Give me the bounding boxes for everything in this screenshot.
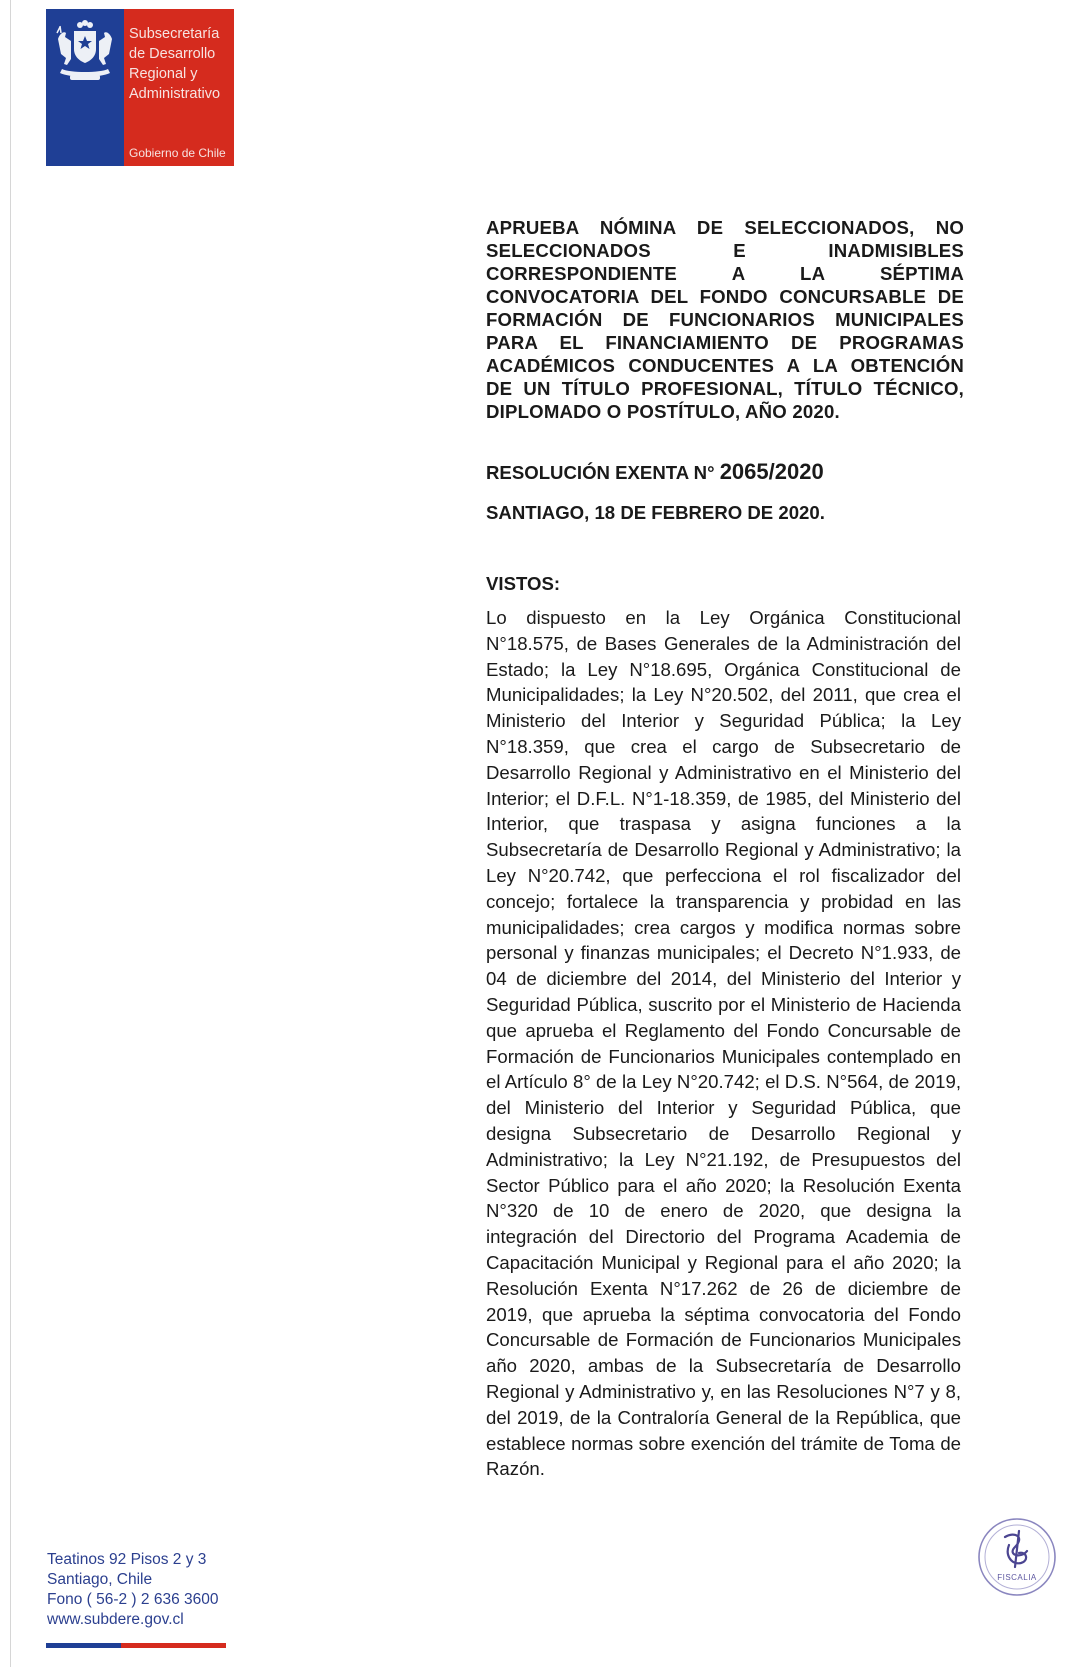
document-title: APRUEBA NÓMINA DE SELECCIONADOS, NO SELECCIONADOS E INADMISIBLES CORRESPONDIENTE A LA SÉPTIMA CONVOCATORIA DEL FONDO CONCURSABLE DE FORMACIÓN DE FUNCIONARIOS MUNICIPALES PARA EL FINANCIAMIENTO DE PROGRAMAS ACADÉMICOS CONDUCENTES A LA OBTENCIÓN DE UN TÍTULO PROFESIONAL, TÍTULO TÉCNICO, DIPLOMADO O POSTÍTULO, AÑO 2020. <box>486 217 964 422</box>
footer-address <box>47 1550 218 1630</box>
government-label: Gobierno de Chile <box>129 146 226 160</box>
vistos-heading: VISTOS: <box>486 573 561 594</box>
resolution-label: RESOLUCIÓN EXENTA N° <box>486 462 715 483</box>
seal-label: FISCALIA <box>997 1573 1037 1582</box>
website-link[interactable]: www.subdere.gov.cl <box>47 1611 184 1628</box>
resolution-line <box>486 459 964 485</box>
address-line-2: Santiago, Chile <box>47 1571 153 1588</box>
initials-stamp-icon <box>975 1515 1059 1599</box>
page-edge-line <box>10 0 11 1667</box>
address-line-1: Teatinos 92 Pisos 2 y 3 <box>47 1551 207 1568</box>
org-name: Subsecretaría de Desarrollo Regional y Administrativo <box>129 26 221 102</box>
resolution-number: 2065/2020 <box>719 459 824 484</box>
phone-number: Fono ( 56-2 ) 2 636 3600 <box>47 1591 219 1608</box>
vistos-body: Lo dispuesto en la Ley Orgánica Constitucional N°18.575, de Bases Generales de la Administración del Estado; la Ley N°18.695, Orgánica Constitucional de Municipalidades; la Ley N°20.502, del 2011, que crea el Ministerio del Interior y Seguridad Pública; la Ley N°18.359, que crea el cargo de Subsecretario de Desarrollo Regional y Administrativo en el Ministerio del Interior; el D.F.L. N°1-18.359, de 1985, del Ministerio del Interior, que traspasa y asigna funciones a la Subsecretaría de Desarrollo Regional y Administrativo; la Ley N°20.742, que perfecciona el rol fiscalizador del concejo; fortalece la transparencia y probidad en las municipalidades; crea cargos y modifica normas sobre personal y finanzas municipales; el Decreto N°1.933, de 04 de diciembre del 2014, del Ministerio del Interior y Seguridad Pública, suscrito por el Ministerio de Hacienda que aprueba el Reglamento del Fondo Concursable de Formación de Funcionarios Municipales contemplado en el Artículo 8° de la Ley N°20.742; el D.S. N°564, de 2019, del Ministerio del Interior y Seguridad Pública, que designa Subsecretario de Desarrollo Regional y Administrativo; la Ley N°21.192, de Presupuestos del Sector Público para el año 2020; la Resolución Exenta N°320 de 10 de enero de 2020, que designa la integración del Directorio del Programa Academia de Capacitación Municipal y Regional para el año 2020; la Resolución Exenta N°17.262 de 26 de diciembre de 2019, que aprueba la séptima convocatoria del Fondo Concursable de Formación de Funcionarios Municipales año 2020, ambas de la Subsecretaría de Desarrollo Regional y Administrativo y, en las Resoluciones N°7 y 8, del 2019, de la Contraloría General de la República, que establece normas sobre exención del trámite de Toma de Razón. <box>486 607 961 1480</box>
coat-of-arms-icon <box>52 19 118 89</box>
subdere-logo <box>46 9 234 166</box>
place-date: SANTIAGO, 18 DE FEBRERO DE 2020. <box>486 502 825 523</box>
